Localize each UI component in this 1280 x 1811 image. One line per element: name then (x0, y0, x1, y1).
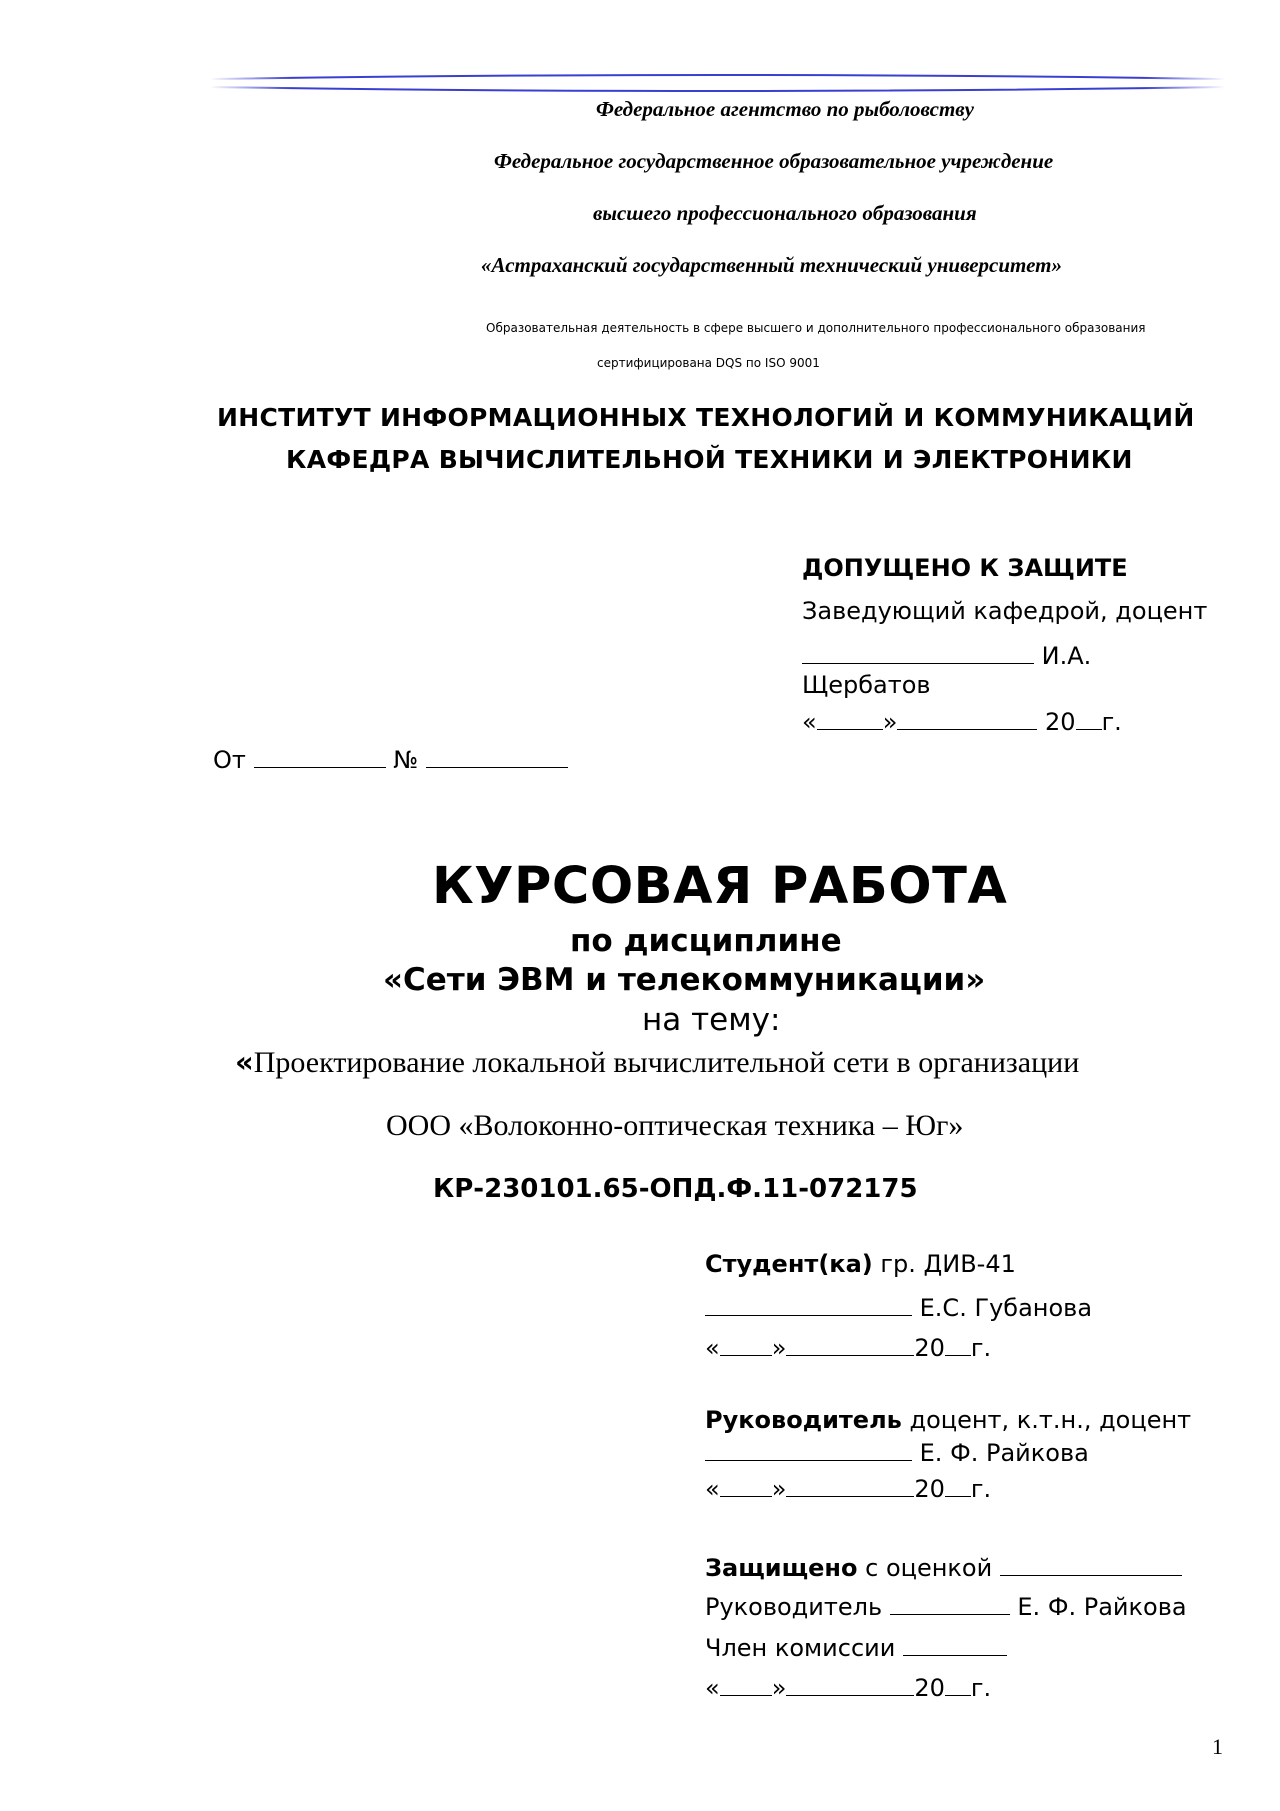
supervisor-line (705, 1406, 1191, 1434)
date-open-quote: « (705, 1674, 720, 1702)
day-blank[interactable] (720, 1671, 772, 1696)
institution-line2: высшего профессионального образования (593, 201, 977, 225)
month-blank[interactable] (786, 1472, 914, 1497)
approval-date (802, 705, 1122, 736)
approval-title: ДОПУЩЕНО К ЗАЩИТЕ (802, 554, 1128, 582)
student-signature-blank[interactable] (705, 1291, 912, 1316)
date-close-quote: » (882, 708, 898, 736)
certification-line1: Образовательная деятельность в сфере высшего и дополнительного профессионального образования (486, 321, 1146, 335)
date-open-quote: « (802, 708, 817, 736)
topic-line2: ООО «Волоконно-оптическая техника – Юг» (386, 1109, 964, 1142)
work-type-title: КУРСОВАЯ РАБОТА (432, 857, 1008, 916)
header-decorative-lines (210, 73, 1225, 95)
day-blank[interactable] (720, 1472, 772, 1497)
defense-supervisor-signature-blank[interactable] (890, 1590, 1010, 1615)
date-close-quote: » (771, 1475, 787, 1503)
document-code: КР-230101.65-ОПД.Ф.11-072175 (433, 1174, 918, 1204)
defense-supervisor-name: Е. Ф. Райкова (1017, 1593, 1187, 1621)
date-open-quote: « (705, 1475, 720, 1503)
approval-signature-line (802, 639, 1091, 670)
year-suffix: г. (970, 1334, 992, 1362)
year-blank[interactable] (945, 1331, 971, 1356)
registration-line (213, 743, 568, 774)
signature-blank[interactable] (802, 639, 1034, 664)
discipline-name: «Сети ЭВМ и телекоммуникации» (383, 962, 986, 998)
approval-position: Заведующий кафедрой, доцент (802, 597, 1208, 625)
student-name: Е.С. Губанова (919, 1294, 1093, 1322)
month-blank[interactable] (786, 1671, 914, 1696)
year-prefix: 20 (1045, 708, 1076, 736)
discipline-label: по дисциплине (570, 923, 842, 959)
commission-member-signature-blank[interactable] (903, 1631, 1007, 1656)
institution-line1: Федеральное государственное образовательное учреждение (494, 149, 1054, 173)
date-open-quote: « (705, 1334, 720, 1362)
year-prefix: 20 (914, 1475, 945, 1503)
topic-label: на тему: (642, 1002, 781, 1038)
topic-text: Проектирование локальной вычислительной сети в организации (253, 1046, 1080, 1079)
supervisor-signature-line (705, 1436, 1089, 1467)
reg-date-blank[interactable] (254, 743, 386, 768)
supervisor-date (705, 1472, 991, 1503)
topic-line1 (235, 1045, 1079, 1080)
defense-supervisor-line (705, 1590, 1187, 1621)
approval-initials: И.А. (1041, 642, 1092, 670)
number-sign: № (393, 746, 419, 774)
topic-open-quote: « (235, 1045, 254, 1079)
page-number: 1 (1212, 1734, 1223, 1759)
year-suffix: г. (970, 1674, 992, 1702)
year-suffix: г. (970, 1475, 992, 1503)
month-blank[interactable] (897, 705, 1037, 730)
defense-date (705, 1671, 991, 1702)
student-signature-line (705, 1291, 1092, 1322)
approval-surname: Щербатов (802, 671, 931, 699)
from-label: От (213, 746, 246, 774)
reg-number-blank[interactable] (426, 743, 568, 768)
university-name: «Астраханский государственный технический университет» (481, 253, 1062, 277)
day-blank[interactable] (720, 1331, 772, 1356)
agency-name: Федеральное агентство по рыболовству (596, 97, 974, 121)
date-close-quote: » (771, 1334, 787, 1362)
department-name: КАФЕДРА ВЫЧИСЛИТЕЛЬНОЙ ТЕХНИКИ И ЭЛЕКТРОНИКИ (286, 445, 1133, 474)
institute-name: ИНСТИТУТ ИНФОРМАЦИОННЫХ ТЕХНОЛОГИЙ И КОММУНИКАЦИЙ (217, 403, 1195, 432)
month-blank[interactable] (786, 1331, 914, 1356)
year-prefix: 20 (914, 1674, 945, 1702)
year-blank[interactable] (945, 1671, 971, 1696)
student-date (705, 1331, 991, 1362)
commission-member-label: Член комиссии (705, 1634, 896, 1662)
certification-line2: сертифицирована DQS по ISO 9001 (597, 356, 820, 370)
supervisor-signature-blank[interactable] (705, 1436, 912, 1461)
student-label: Студент(ка) (705, 1250, 873, 1278)
commission-member-line (705, 1631, 1007, 1662)
grade-blank[interactable] (1000, 1551, 1182, 1576)
grade-text: с оценкой (865, 1554, 993, 1582)
student-group: гр. ДИВ-41 (880, 1250, 1016, 1278)
day-blank[interactable] (817, 705, 883, 730)
supervisor-name: Е. Ф. Райкова (919, 1439, 1089, 1467)
student-line (705, 1250, 1016, 1278)
defense-line (705, 1551, 1182, 1582)
supervisor-title: доцент, к.т.н., доцент (909, 1406, 1192, 1434)
year-suffix: г. (1101, 708, 1122, 736)
defense-label: Защищено (705, 1554, 858, 1582)
year-blank[interactable] (1076, 705, 1102, 730)
year-prefix: 20 (914, 1334, 945, 1362)
date-close-quote: » (771, 1674, 787, 1702)
defense-supervisor-label: Руководитель (705, 1593, 883, 1621)
supervisor-label: Руководитель (705, 1406, 902, 1434)
year-blank[interactable] (945, 1472, 971, 1497)
